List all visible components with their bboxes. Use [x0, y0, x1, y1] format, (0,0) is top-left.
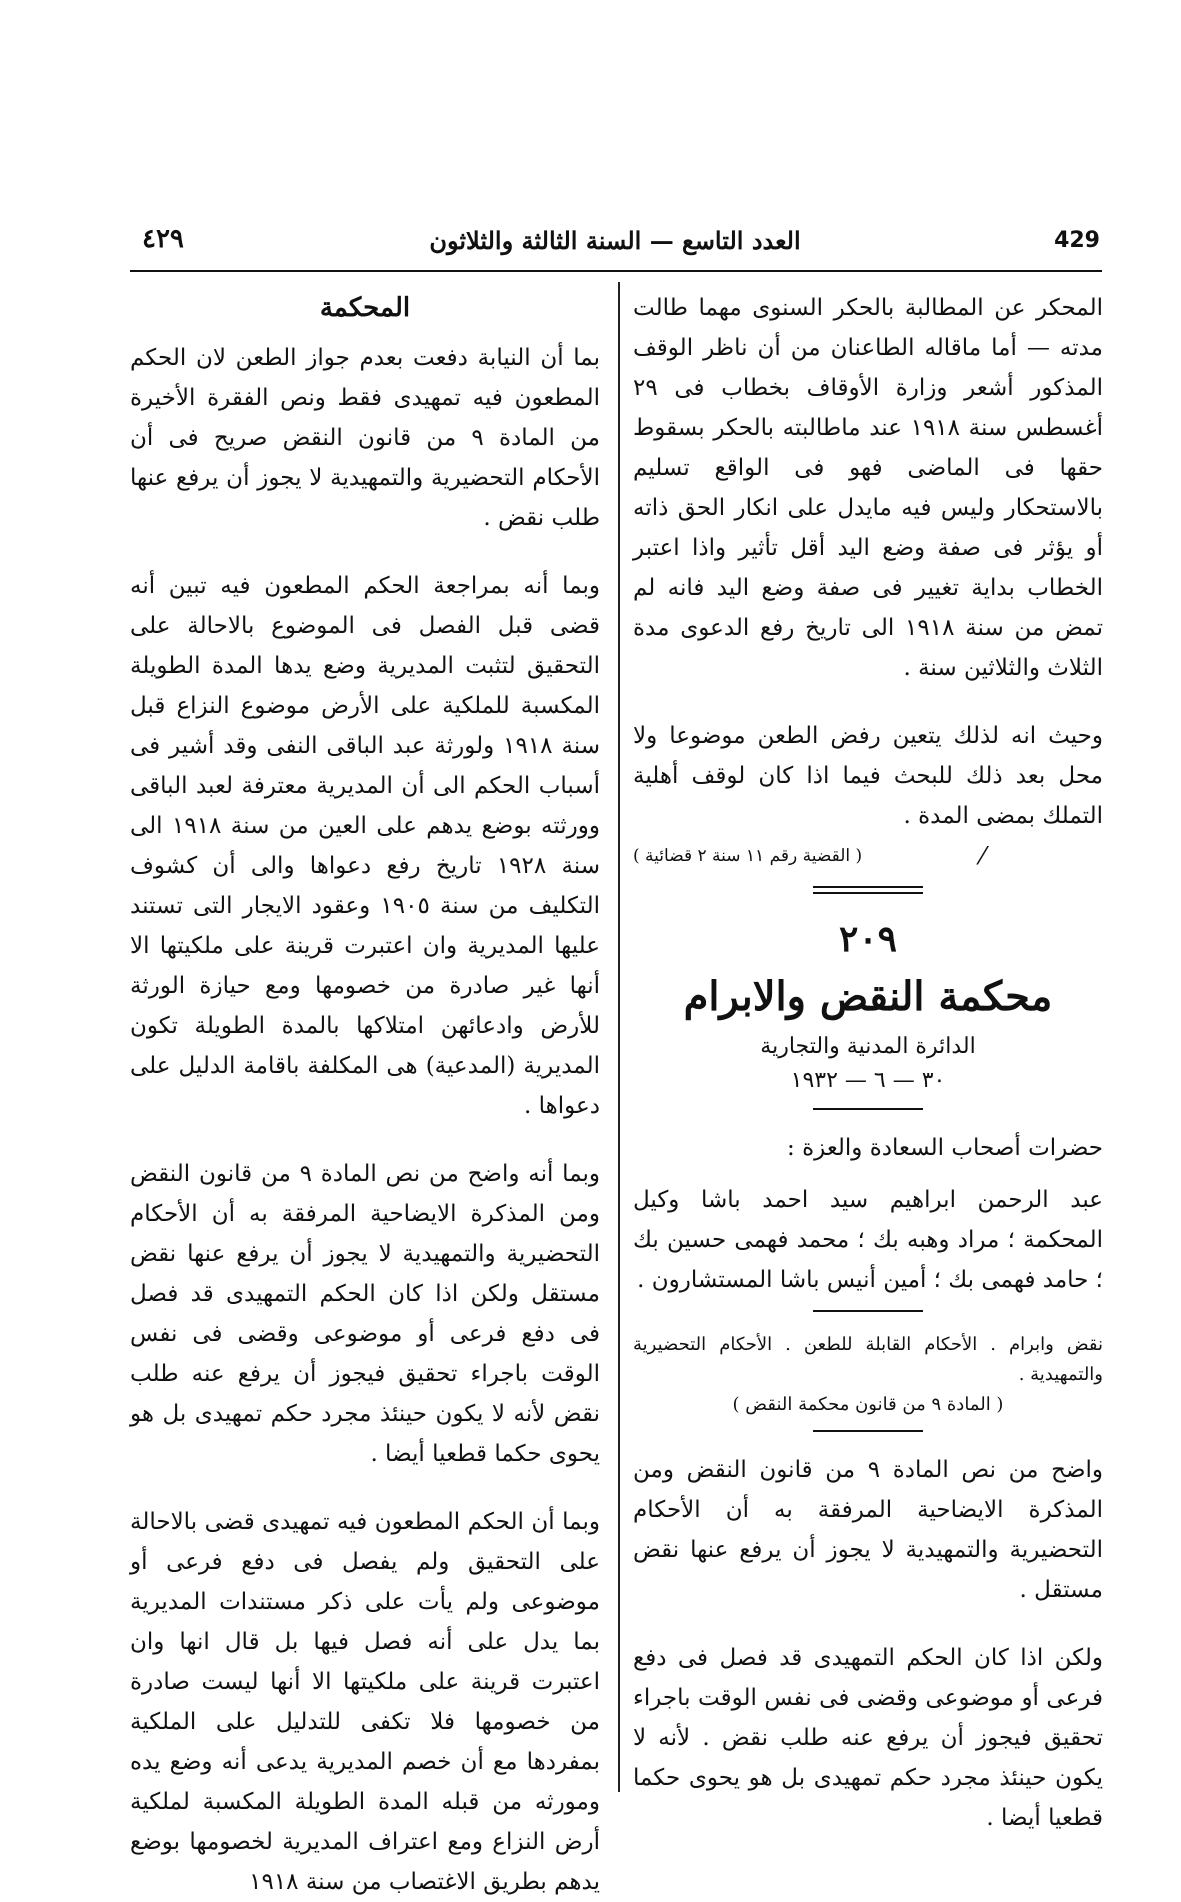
page-number-arabic: ٤٢٩ [142, 224, 184, 254]
running-header [130, 224, 1100, 264]
divider [813, 1310, 923, 1312]
attendance-intro: حضرات أصحاب السعادة والعزة : [787, 1135, 1103, 1161]
summary-keywords: نقض وابرام . الأحكام القابلة للطعن . الأحكام التحضيرية والتمهيدية . [633, 1334, 1103, 1385]
summary-article: ( المادة ٩ من قانون محكمة النقض ) [732, 1394, 1004, 1415]
paragraph: وحيث انه لذلك يتعين رفض الطعن موضوعا ولا محل بعد ذلك للبحث فيما اذا كان لوقف أهلية التملك بمضى المدة . [633, 723, 1103, 829]
paragraph: بما أن النيابة دفعت بعدم جواز الطعن لان الحكم المطعون فيه تمهيدى فقط ونص الفقرة الأخيرة من المادة ٩ من قانون النقض صريح فى أن الأحكام التحضيرية والتمهيدية لا يجوز أن يرفع عنها طلب نقض . [130, 345, 600, 531]
column-divider [618, 282, 620, 1792]
paragraph: وبما أنه بمراجعة الحكم المطعون فيه تبين أنه قضى قبل الفصل فى الموضوع بالاحالة على التحقيق لتثبت المديرية وضع يدها المدة الطويلة المكسبة للملكية على الأرض موضوع النزاع قبل سنة ١٩١٨ ولورثة عبد الباقى النفى وقد أشير فى أسباب الحكم الى أن المديرية معترفة لعبد الباقى وورثته بوضع يدهم على العين من سنة ١٩١٨ الى سنة ١٩٢٨ تاريخ رفع دعواها والى أن كشوف التكليف من سنة ١٩٠٥ وعقود الايجار التى تستند عليها المديرية وان اعتبرت قرينة على ملكيتها الا أنها غير صادرة من خصومها ومع حيازة الورثة للأرض وادعائهن امتلاكها بالمدة الطويلة تكون المديرية (المدعية) هى المكلفة باقامة الدليل على دعواها . [130, 573, 600, 1119]
case-number: ٢٠٩ [838, 918, 897, 960]
judgment-date: ٣٠ — ٦ — ١٩٣٢ [790, 1068, 946, 1093]
running-title: العدد التاسع — السنة الثالثة والثلاثون [429, 226, 801, 255]
divider [813, 1430, 923, 1432]
page-number-latin: 429 [1054, 228, 1100, 253]
divider [813, 1108, 923, 1110]
case-reference: ( القضية رقم ١١ سنة ٢ قضائية ) [633, 846, 863, 866]
circuit-name: الدائرة المدنية والتجارية [760, 1034, 976, 1059]
divider-double [813, 886, 923, 894]
paragraph: وبما أن الحكم المطعون فيه تمهيدى قضى بالاحالة على التحقيق ولم يفصل فى دفع فرعى أو موضوعى ولم يأت على ذكر مستندات المديرية بما يدل على أنه فصل فيها بل قال انها وان اعتبرت قرينة على ملكيتها الا أنها ليست صادرة من خصومها فلا تكفى للتدليل على الملكية بمفردها مع أن خصم المديرية يدعى أنه وضع يده ومورثه من قبله المدة الطويلة المكسبة لملكية أرض النزاع ومع اعتراف المديرية لخصومها بوضع يدهم بطريق الاغتصاب من سنة ١٩١٨ [130, 1509, 600, 1895]
paragraph: المحكر عن المطالبة بالحكر السنوى مهما طالت مدته — أما ماقاله الطاعنان من أن ناظر الوقف المذكور أشعر وزارة الأوقاف بخطاب فى ٢٩ أغسطس سنة ١٩١٨ عند ماطالبته بالحكر بسقوط حقها فى الماضى فهو فى الواقع تسليم بالاستحكار وليس فيه مايدل على انكار الحق ذاته أو يؤثر فى صفة وضع اليد أقل تأثير واذا اعتبر الخطاب بداية تغيير فى صفة وضع اليد فانه لم تمض من سنة ١٩١٨ الى تاريخ رفع الدعوى مدة الثلاث والثلاثين سنة . [633, 295, 1103, 681]
principle-paragraph: واضح من نص المادة ٩ من قانون النقض ومن المذكرة الايضاحية المرفقة به أن الأحكام التحضيرية والتمهيدية لا يجوز أن يرفع عنها نقض مستقل . [633, 1457, 1103, 1603]
section-heading: المحكمة [319, 293, 411, 323]
slash-mark: ⁄ [980, 842, 985, 870]
right-column [633, 288, 1103, 1838]
court-name: محكمة النقض والابرام [683, 973, 1053, 1020]
paragraph: وبما أنه واضح من نص المادة ٩ من قانون النقض ومن المذكرة الايضاحية المرفقة به أن الأحكام التحضيرية والتمهيدية لا يجوز أن يرفع عنها نقض مستقل ولكن اذا كان الحكم التمهيدى قد فصل فى دفع فرعى أو موضوعى وقضى فى نفس الوقت باجراء تحقيق فيجوز أن يرفع عنه طلب نقض لأنه لا يكون حينئذ مجرد حكم تمهيدى بل هو يحوى حكما قطعيا أيضا . [130, 1161, 600, 1467]
left-column [130, 288, 600, 1902]
case-reference-line [633, 836, 1103, 876]
header-rule [130, 270, 1102, 272]
judges-list: عبد الرحمن ابراهيم سيد احمد باشا وكيل المحكمة ؛ مراد وهبه بك ؛ محمد فهمى حسين بك ؛ حامد فهمى بك ؛ أمين أنيس باشا المستشارون . [633, 1187, 1103, 1293]
principle-paragraph: ولكن اذا كان الحكم التمهيدى قد فصل فى دفع فرعى أو موضوعى وقضى فى نفس الوقت باجراء تحقيق فيجوز أن يرفع عنه طلب نقض . لأنه لا يكون حينئذ مجرد حكم تمهيدى بل هو يحوى حكما قطعيا أيضا . [633, 1645, 1103, 1831]
